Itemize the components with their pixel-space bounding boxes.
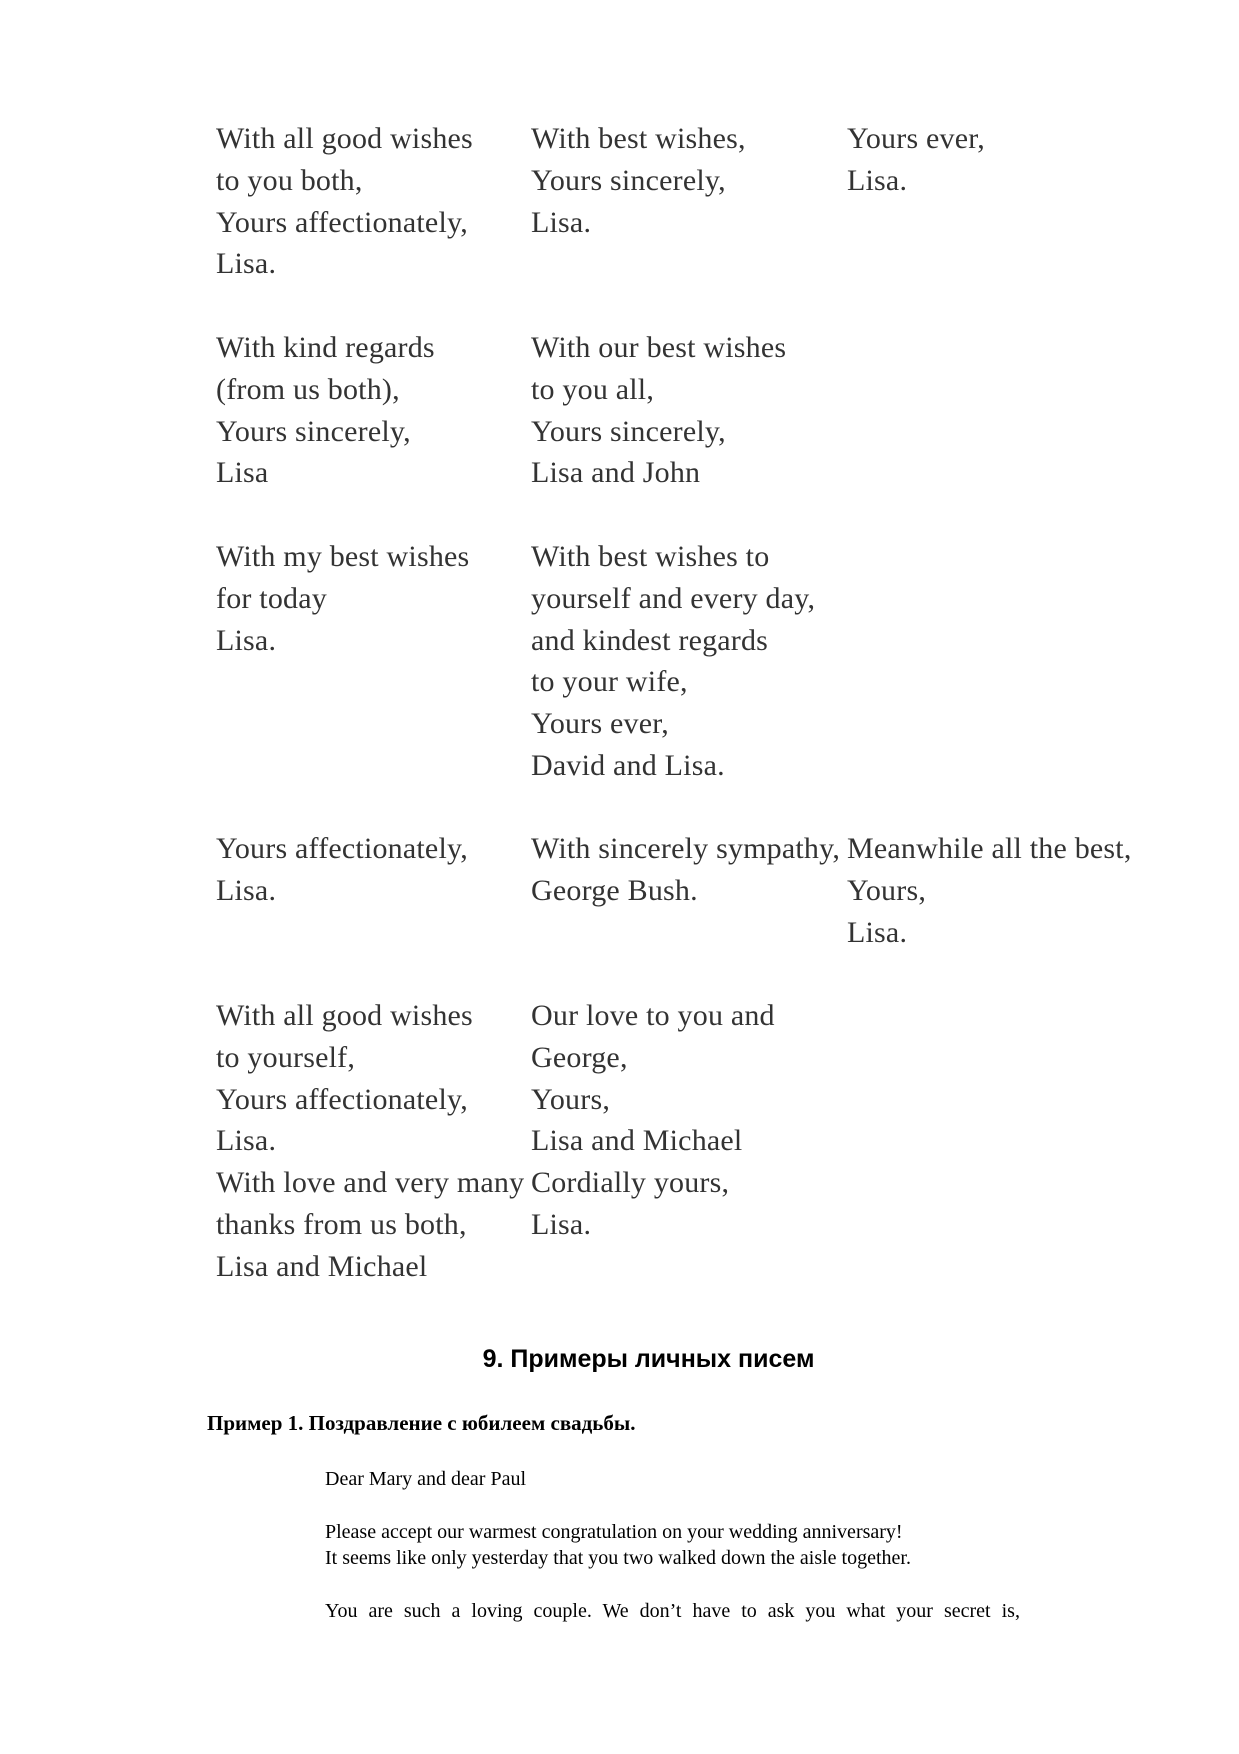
closing-line: Lisa. [531,205,592,239]
closing-line: With best wishes, [531,122,746,155]
closing-line: to yourself, [216,1040,356,1074]
closing-line: Yours, [847,873,927,907]
closing-line: With kind regards [216,331,435,364]
closing-line: Yours affectionately, [216,1082,468,1116]
closing-line: Lisa and Michael [216,1249,428,1283]
paragraph-line: It seems like only yesterday that you two walked down the aisle together. [325,1547,911,1569]
closing-line: yourself and every day, [531,581,816,615]
closing-line: Lisa. [847,915,908,949]
closing-line: With our best wishes [531,331,787,364]
section-heading: 9. Примеры личных писем [482,1345,815,1373]
closing-line: Meanwhile all the best, [847,832,1132,865]
closing-line: Yours affectionately, [216,832,468,865]
closing-line: Lisa. [847,163,908,197]
closing-line: Lisa [216,456,269,490]
closing-line: With sincerely sympathy, [531,832,841,865]
paragraph-line: You are such a loving couple. We don’t have to ask you what your secret is, [325,1600,1020,1622]
letter-paragraph [325,1598,1020,1624]
closing-line: (from us both), [216,372,400,406]
closing-block [847,828,1132,953]
closing-line: for today [216,581,327,615]
closing-block [531,995,775,1246]
closing-block [847,118,985,202]
closing-line: to your wife, [531,665,688,699]
closing-line: With all good wishes [216,999,473,1032]
closing-line: Lisa. [216,1124,277,1158]
closing-block [216,995,524,1288]
closing-block [531,536,815,787]
closing-line: Lisa. [216,623,277,657]
closing-line: thanks from us both, [216,1207,467,1241]
closing-line: With love and very many [216,1166,525,1200]
closing-line: Lisa and Michael [531,1124,743,1158]
closing-line: Yours, [531,1082,611,1116]
closing-block [216,118,473,285]
closing-line: Yours sincerely, [531,163,726,197]
closing-line: George Bush. [531,873,698,907]
closing-line: to you both, [216,163,363,197]
closing-line: to you all, [531,372,655,406]
closing-block [216,327,435,494]
closing-line: Yours sincerely, [531,414,726,448]
paragraph-line: Please accept our warmest congratulation on your wedding anniversary! [325,1521,903,1543]
letter-paragraph [325,1519,911,1571]
closing-line: Lisa. [531,1207,592,1241]
closing-line: Cordially yours, [531,1166,730,1200]
closing-block [531,118,746,243]
closing-line: and kindest regards [531,623,769,657]
closing-line: Lisa. [216,247,277,281]
closing-line: Yours sincerely, [216,414,411,448]
closing-line: Yours ever, [847,122,985,155]
closing-line: With all good wishes [216,122,473,155]
closing-line: Our love to you and [531,999,775,1032]
closing-line: Lisa and John [531,456,701,490]
closing-line: With my best wishes [216,540,470,573]
closing-line: Lisa. [216,873,277,907]
closing-block [531,327,786,494]
closing-line: Yours affectionately, [216,205,468,239]
letter-salutation [325,1466,526,1492]
closing-line: With best wishes to [531,540,770,573]
closing-block [216,536,469,661]
closing-line: Yours ever, [531,707,669,741]
closing-block [531,828,840,912]
closing-line: David and Lisa. [531,748,725,782]
salutation-line: Dear Mary and dear Paul [325,1468,527,1490]
closing-block [216,828,468,912]
closing-line: George, [531,1040,628,1074]
example-title: Пример 1. Поздравление с юбилеем свадьбы. [207,1411,636,1435]
